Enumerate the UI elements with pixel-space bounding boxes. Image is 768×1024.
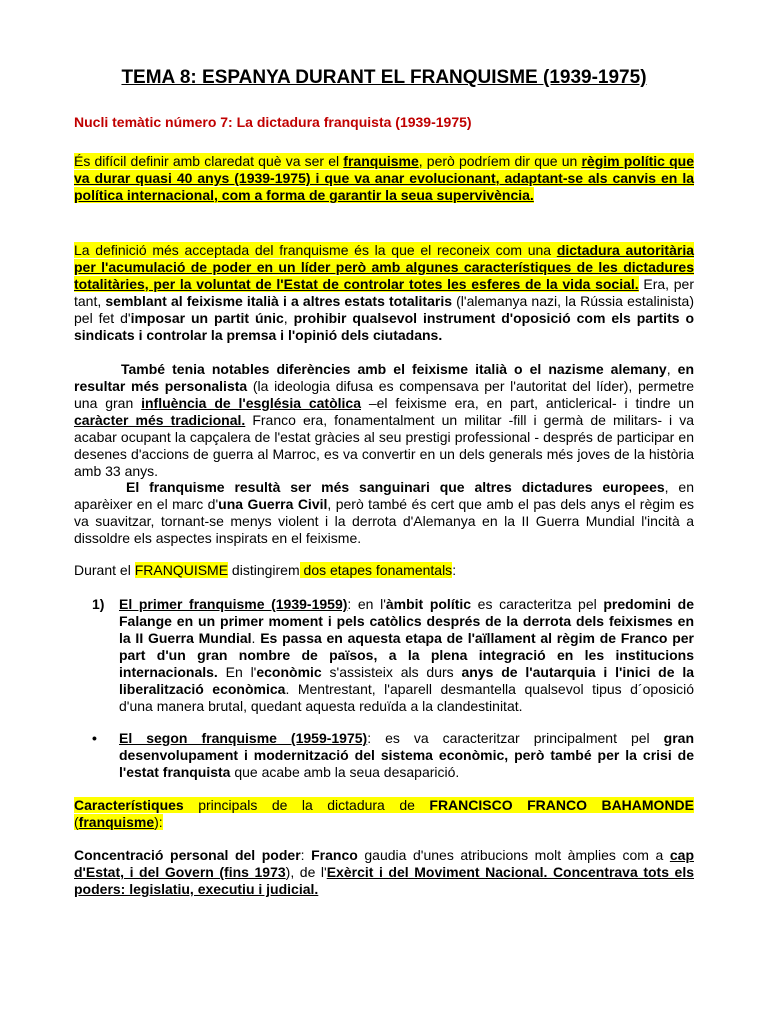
intro-paragraph [74, 153, 694, 204]
text-run: , [283, 310, 294, 326]
text-run: règim polític que va durar quasi 40 anys (1939-1975) i que va anar evolucionant, adaptant-se als canvis en la política internacional, com a forma de garantir la seua supervivència. [74, 153, 694, 203]
list-item-text [119, 596, 694, 715]
text-run: (l'alemanya nazi, la Rússia estalinista) pel fet d' [74, 293, 694, 326]
list-item [92, 730, 694, 781]
text-run: És difícil definir amb claredat què va ser el [74, 153, 344, 169]
section-subtitle: Nucli temàtic número 7: La dictadura franquista (1939-1975) [74, 114, 472, 130]
differences-paragraph [74, 361, 694, 480]
text-run: gaudia d'unes atribucions molt àmplies com a [357, 847, 670, 863]
highlight [74, 242, 694, 292]
text-run: influència de l'església catòlica [141, 395, 361, 411]
text-run: : en l' [347, 596, 386, 612]
text-run: : es va caracteritzar principalment pel [367, 730, 664, 746]
text-run: cap d'Estat, i del Govern (fins 1973 [74, 847, 694, 880]
text-run: imposar un partit únic [130, 310, 284, 326]
text-run: El primer franquisme (1939-1959) [119, 596, 348, 612]
text-run: en resultar més personalista [74, 361, 695, 394]
sanguinary-paragraph [74, 479, 694, 547]
text-run: (la ideologia difusa es compensava per l'autoritat del líder), permetre una gran [74, 378, 695, 411]
text-run: franquisme [78, 814, 155, 830]
text-run: El franquisme resultà ser més sanguinari que altres dictadures europees [126, 479, 665, 495]
text-run: També tenia notables diferències amb el feixisme italià o el nazisme alemany [121, 361, 667, 377]
text-run: , en aparèixer en el marc d' [74, 479, 694, 512]
list-item [92, 596, 694, 715]
text-run: . Mentrestant, l'aparell desmantella qualsevol tipus d´oposició d'una manera brutal, quedant aquesta reduïda a la clandestinitat. [119, 681, 694, 714]
text-run: una Guerra Civil [218, 496, 328, 512]
highlight [74, 797, 694, 830]
text-run: es caracteritza pel [471, 596, 604, 612]
text-run: Concentració personal del poder [74, 847, 301, 863]
text-run: El segon franquisme (1959-1975) [119, 730, 368, 746]
characteristics-heading [74, 797, 694, 831]
text-run: àmbit polític [385, 596, 472, 612]
text-run: –el feixisme era, en part, anticlerical- i tindre un [361, 395, 694, 411]
text-run: prohibir qualsevol instrument d'oposició com els partits o sindicats i controlar la premsa i l'opinió dels ciutadans. [74, 310, 695, 343]
text-run: ), de l' [285, 864, 327, 880]
text-run: dos etapes fonamentals [299, 562, 453, 578]
stages-intro [74, 562, 694, 579]
text-run: dictadura autoritària per l'acumulació de poder en un líder però amb algunes característiques de les dictadures totalitàries, per la voluntat de l'Estat de controlar totes les esferes de la vida social. [74, 242, 694, 292]
power-concentration-paragraph [74, 847, 694, 898]
text-run: La definició més acceptada del franquisme és la que el reconeix com una [74, 242, 557, 258]
text-run: semblant al feixisme italià i a altres estats totalitaris [105, 293, 453, 309]
text-run: Franco era, fonamentalment un militar -fill i germà de militars- i va acabar ocupant la capçalera de l'estat gràcies al seu prestigi professional - després de participar en desenes d'accions de guerra al Marroc, es va convertir en un dels generals més joves de la història amb 33 anys. [74, 412, 694, 479]
text-run: anys de l'autarquia i l'inici de la liberalització econòmica [119, 664, 695, 697]
text-run: principals de la dictadura de [183, 797, 430, 813]
text-run: gran desenvolupament i modernització del sistema econòmic, però també per la crisi de l'estat franquista [119, 730, 694, 780]
text-run: : [452, 562, 457, 578]
text-run: ( [74, 814, 79, 830]
text-run: predomini de Falange en un primer moment i pels catòlics després de la derrota dels feixismes en la II Guerra Mundial [119, 596, 694, 646]
text-run: Característiques [74, 797, 184, 813]
definition-paragraph [74, 242, 694, 344]
text-run: Exèrcit i del Moviment Nacional. Concentrava tots els poders: legislatiu, executiu i judicial. [74, 864, 695, 897]
text-run: ): [154, 814, 163, 830]
text-run: Franco [311, 847, 358, 863]
text-run: . [251, 630, 261, 646]
text-run: FRANQUISME [134, 562, 229, 578]
text-run: Era, per tant, [74, 276, 694, 309]
bullet-icon: • [92, 730, 97, 746]
text-run: En l' [217, 664, 257, 680]
text-run: FRANCISCO FRANCO BAHAMONDE [429, 797, 695, 813]
text-run: s'assisteix als durs [321, 664, 462, 680]
highlight [74, 153, 694, 203]
text-run: : [300, 847, 312, 863]
text-run: , [666, 361, 678, 377]
text-run: que acabe amb la seua desaparició. [230, 764, 460, 780]
text-run: econòmic [256, 664, 322, 680]
text-run: distingirem [228, 562, 300, 578]
text-run: caràcter més tradicional. [74, 412, 246, 428]
text-run: , però també és cert que amb el pas dels anys el règim es va suavitzar, tornant-se menys violent i la derrota d'Alemanya en la II Guerra Mundial l'incità a dissoldre els aspectes inspirats en el feixisme. [74, 496, 695, 546]
list-marker: 1) [92, 596, 105, 612]
page-title: TEMA 8: ESPANYA DURANT EL FRANQUISME (1939-1975) [121, 67, 647, 88]
text-run: , però podríem dir que un [418, 153, 582, 169]
text-run: Es passa en aquesta etapa de l'aïllament al règim de Franco per part d'un gran nombre de països, a la plena integració en les institucions internacionals. [119, 630, 695, 680]
list-item-text [119, 730, 694, 781]
text-run: franquisme [343, 153, 419, 169]
text-run: Durant el [74, 562, 135, 578]
